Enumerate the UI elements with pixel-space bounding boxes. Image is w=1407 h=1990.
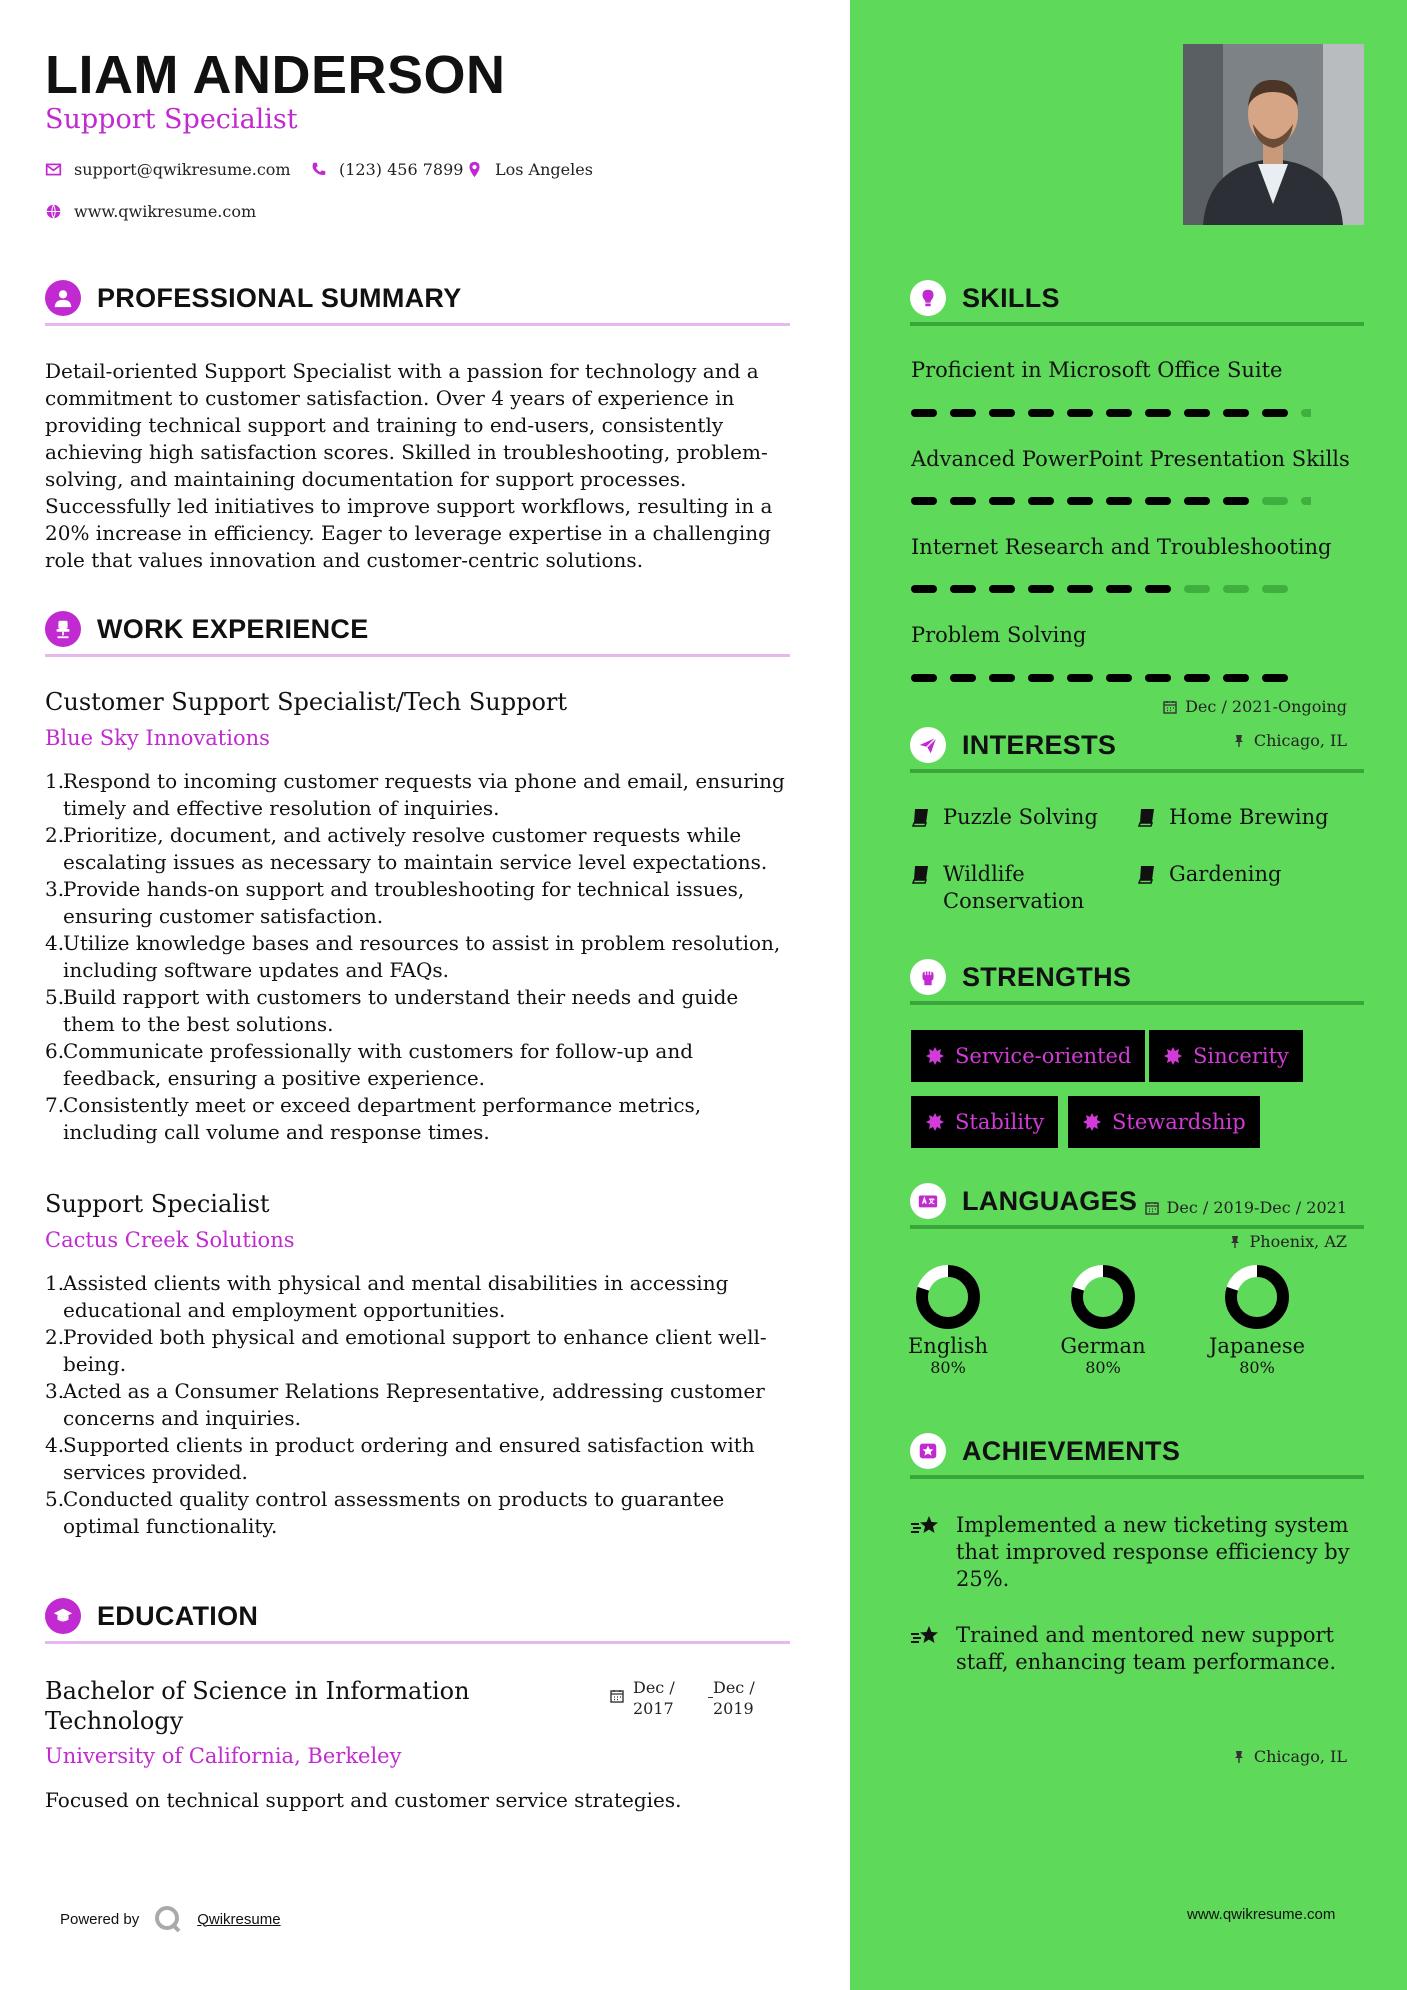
interest-label: Puzzle Solving xyxy=(943,805,1098,829)
badge-burst-icon xyxy=(1163,1046,1183,1066)
language-icon xyxy=(910,1183,946,1219)
strengths-heading-label: STRENGTHS xyxy=(962,962,1132,992)
skill-dash-filled xyxy=(1106,674,1132,682)
language-donut xyxy=(1224,1264,1290,1330)
language-percent: 80% xyxy=(930,1358,966,1377)
skill-dash-filled xyxy=(1184,674,1210,682)
job-dates-text: Dec / 2019-Dec / 2021 xyxy=(1166,1198,1347,1217)
skill-dash-filled xyxy=(1184,497,1210,505)
interest-label: Gardening xyxy=(1169,862,1282,886)
skill-dash-empty xyxy=(1301,497,1311,505)
edu-location xyxy=(1232,1747,1347,1766)
achievement-item xyxy=(910,1622,1350,1676)
language-donut xyxy=(1070,1264,1136,1330)
job-title: Support Specialist xyxy=(45,1190,270,1218)
envelope-icon xyxy=(45,161,62,178)
location-contact xyxy=(466,160,593,179)
strength-label: Sincerity xyxy=(1193,1044,1289,1068)
achievement-text: Implemented a new ticketing system that improved response efficiency by 25%. xyxy=(956,1513,1350,1591)
duty-item: Supported clients in product ordering and ensured satisfaction with services provided. xyxy=(63,1433,755,1484)
skill-dash-empty xyxy=(1262,585,1288,593)
pushpin-icon xyxy=(1232,1750,1246,1764)
graduation-icon xyxy=(45,1598,81,1634)
languages-heading-label: LANGUAGES xyxy=(962,1186,1138,1216)
company-name: Blue Sky Innovations xyxy=(45,726,270,750)
book-icon xyxy=(1137,807,1157,827)
skill-dash-filled xyxy=(1067,674,1093,682)
edu-start-line1: Dec / xyxy=(633,1678,675,1697)
skill-dash-filled xyxy=(1028,674,1054,682)
job-location xyxy=(1228,1232,1347,1251)
skill-dash-filled xyxy=(1028,409,1054,417)
skills-heading xyxy=(910,280,1364,326)
skill-level-bar xyxy=(911,584,1311,594)
strength-label: Stability xyxy=(955,1110,1045,1134)
map-pin-icon xyxy=(466,161,483,178)
degree-title: Bachelor of Science in Information Technology xyxy=(45,1677,470,1735)
star-badge-icon xyxy=(910,1433,946,1469)
school-name: University of California, Berkeley xyxy=(45,1744,402,1768)
skill-dash-filled xyxy=(1223,674,1249,682)
achievements-heading-label: ACHIEVEMENTS xyxy=(962,1436,1181,1466)
phone-icon xyxy=(310,161,327,178)
badge-burst-icon xyxy=(925,1046,945,1066)
strength-tag xyxy=(1068,1096,1260,1148)
strengths-heading xyxy=(910,959,1364,1005)
skill-name: Proficient in Microsoft Office Suite xyxy=(911,358,1283,382)
interests-heading xyxy=(910,727,1364,773)
book-icon xyxy=(911,864,931,884)
calendar-icon xyxy=(610,1689,624,1703)
skill-dash-filled xyxy=(1223,497,1249,505)
strength-tag xyxy=(1149,1030,1303,1082)
calendar-icon xyxy=(1163,700,1177,714)
website-text: www.qwikresume.com xyxy=(74,202,257,221)
skill-dash-filled xyxy=(1223,409,1249,417)
powered-by xyxy=(60,1904,281,1934)
skill-dash-filled xyxy=(1067,585,1093,593)
job-location-text: Phoenix, AZ xyxy=(1249,1232,1347,1251)
achievement-item xyxy=(910,1512,1350,1593)
education-heading-label: EDUCATION xyxy=(97,1601,259,1631)
skill-dash-filled xyxy=(1184,409,1210,417)
interest-label: Home Brewing xyxy=(1169,805,1329,829)
language-donut xyxy=(915,1264,981,1330)
strength-tag xyxy=(911,1030,1145,1082)
skill-dash-filled xyxy=(989,409,1015,417)
candidate-title: Support Specialist xyxy=(45,104,298,135)
duty-item: Provided both physical and emotional support to enhance client well-being. xyxy=(63,1325,767,1376)
skill-dash-filled xyxy=(989,674,1015,682)
language-item xyxy=(888,1264,1008,1377)
interest-item xyxy=(911,861,1091,915)
email-contact[interactable] xyxy=(45,160,291,179)
skill-name: Internet Research and Troubleshooting xyxy=(911,535,1332,559)
skill-dash-empty xyxy=(1223,585,1249,593)
language-name: German xyxy=(1060,1334,1146,1358)
strength-tag xyxy=(911,1096,1058,1148)
job-dates xyxy=(1163,697,1347,716)
duty-item: Prioritize, document, and actively resolve customer requests while escalating issues as necessary to maintain service level expectations. xyxy=(63,823,768,874)
skill-dash-empty xyxy=(1301,409,1311,417)
skill-name: Problem Solving xyxy=(911,623,1087,647)
edu-start-line2: 2017 xyxy=(633,1699,674,1718)
skill-dash-filled xyxy=(1145,409,1171,417)
experience-heading xyxy=(45,611,790,657)
education-heading xyxy=(45,1598,790,1644)
languages-heading xyxy=(910,1183,1364,1229)
skill-dash-filled xyxy=(950,585,976,593)
website-contact[interactable] xyxy=(45,202,256,221)
skill-dash-empty xyxy=(1184,585,1210,593)
edu-end-line1: Dec / xyxy=(713,1678,755,1697)
language-name: English xyxy=(907,1334,989,1358)
skill-dash-filled xyxy=(911,409,937,417)
edu-description: Focused on technical support and customer service strategies. xyxy=(45,1788,682,1812)
skill-dash-filled xyxy=(989,497,1015,505)
duty-item: Utilize knowledge bases and resources to assist in problem resolution, including software updates and FAQs. xyxy=(63,931,781,982)
candidate-name: LIAM ANDERSON xyxy=(45,45,506,105)
duty-item: Communicate professionally with customers for follow-up and feedback, ensuring a positive experience. xyxy=(63,1039,694,1090)
skill-dash-filled xyxy=(1145,674,1171,682)
skill-level-bar xyxy=(911,673,1311,683)
edu-end-line2: 2019 xyxy=(713,1699,754,1718)
interest-label: Wildlife Conservation xyxy=(943,862,1085,913)
qwikresume-link[interactable]: Qwikresume xyxy=(197,1910,281,1928)
summary-text: Detail-oriented Support Specialist with a passion for technology and a commitment to customer satisfaction. Over 4 years of experience in providing technical support and training to end-users, consistently achieving high satisfaction scores. Skilled in troubleshooting, problem-solving, and maintaining documentation for support processes. Successfully led initiatives to improve support workflows, resulting in a 20% increase in efficiency. Eager to leverage expertise in a challenging role that values innovation and customer-centric solutions. xyxy=(45,359,773,572)
duty-item: Conducted quality control assessments on products to guarantee optimal functionality. xyxy=(63,1487,725,1538)
edu-start-date xyxy=(633,1677,675,1719)
pushpin-icon xyxy=(1228,1235,1242,1249)
job-title: Customer Support Specialist/Tech Support xyxy=(45,688,568,716)
achievement-text: Trained and mentored new support staff, enhancing team performance. xyxy=(956,1623,1337,1674)
email-text: support@qwikresume.com xyxy=(74,160,291,179)
edu-end-date xyxy=(713,1677,755,1719)
skill-level-bar xyxy=(911,496,1311,506)
edu-location-text: Chicago, IL xyxy=(1253,1747,1347,1766)
interest-item xyxy=(1137,861,1281,888)
skill-dash-filled xyxy=(1145,585,1171,593)
globe-icon xyxy=(45,203,62,220)
language-item xyxy=(1043,1264,1163,1377)
job-duties xyxy=(45,1270,790,1540)
duty-item: Consistently meet or exceed department performance metrics, including call volume and response times. xyxy=(63,1093,702,1144)
duty-item: Acted as a Consumer Relations Representative, addressing customer concerns and inquiries. xyxy=(63,1379,765,1430)
skill-dash-filled xyxy=(1145,497,1171,505)
job-dates-text: Dec / 2021-Ongoing xyxy=(1185,697,1347,716)
footer-url[interactable]: www.qwikresume.com xyxy=(1187,1906,1336,1923)
skill-dash-filled xyxy=(911,674,937,682)
profile-photo xyxy=(1183,44,1364,225)
fist-icon xyxy=(910,959,946,995)
interest-item xyxy=(911,804,1098,831)
interests-heading-label: INTERESTS xyxy=(962,730,1117,760)
skill-dash-filled xyxy=(1262,674,1288,682)
skill-dash-filled xyxy=(989,585,1015,593)
skill-level-bar xyxy=(911,408,1311,418)
summary-heading xyxy=(45,280,790,326)
shooting-star-icon xyxy=(910,1624,942,1650)
badge-burst-icon xyxy=(925,1112,945,1132)
job-location-text: Chicago, IL xyxy=(1253,731,1347,750)
phone-contact[interactable] xyxy=(310,160,463,179)
duty-item: Assisted clients with physical and mental disabilities in accessing educational and employment opportunities. xyxy=(63,1271,729,1322)
achievements-heading xyxy=(910,1433,1364,1479)
user-icon xyxy=(45,280,81,316)
strength-label: Service-oriented xyxy=(955,1044,1132,1068)
powered-by-label: Powered by xyxy=(60,1910,140,1928)
book-icon xyxy=(911,807,931,827)
language-percent: 80% xyxy=(1085,1358,1121,1377)
skill-dash-filled xyxy=(1262,409,1288,417)
skill-dash-filled xyxy=(1106,497,1132,505)
experience-heading-label: WORK EXPERIENCE xyxy=(97,614,369,644)
summary-heading-label: PROFESSIONAL SUMMARY xyxy=(97,283,462,313)
company-name: Cactus Creek Solutions xyxy=(45,1228,295,1252)
strength-label: Stewardship xyxy=(1112,1110,1246,1134)
skill-name: Advanced PowerPoint Presentation Skills xyxy=(911,447,1350,471)
qwikresume-logo-icon xyxy=(153,1904,183,1934)
skill-dash-filled xyxy=(1106,409,1132,417)
location-text: Los Angeles xyxy=(495,160,593,179)
duty-item: Respond to incoming customer requests via phone and email, ensuring timely and effective resolution of inquiries. xyxy=(63,769,785,820)
skill-dash-filled xyxy=(911,585,937,593)
office-chair-icon xyxy=(45,611,81,647)
book-icon xyxy=(1137,864,1157,884)
skill-dash-filled xyxy=(1028,585,1054,593)
skill-dash-filled xyxy=(950,497,976,505)
badge-burst-icon xyxy=(1082,1112,1102,1132)
lightbulb-icon xyxy=(910,280,946,316)
skill-dash-filled xyxy=(1067,497,1093,505)
skill-dash-filled xyxy=(911,497,937,505)
skill-dash-filled xyxy=(950,674,976,682)
language-item xyxy=(1197,1264,1317,1377)
shooting-star-icon xyxy=(910,1514,942,1540)
job-duties xyxy=(45,768,790,1146)
phone-text: (123) 456 7899 xyxy=(339,160,464,179)
skill-dash-filled xyxy=(1106,585,1132,593)
paper-plane-icon xyxy=(910,727,946,763)
skill-dash-filled xyxy=(950,409,976,417)
language-percent: 80% xyxy=(1239,1358,1275,1377)
duty-item: Provide hands-on support and troubleshooting for technical issues, ensuring customer satisfaction. xyxy=(63,877,745,928)
language-name: Japanese xyxy=(1208,1334,1306,1358)
skill-dash-filled xyxy=(1028,497,1054,505)
skill-dash-filled xyxy=(1067,409,1093,417)
interest-item xyxy=(1137,804,1329,831)
skill-dash-empty xyxy=(1262,497,1288,505)
duty-item: Build rapport with customers to understand their needs and guide them to the best solutions. xyxy=(63,985,739,1036)
skills-heading-label: SKILLS xyxy=(962,283,1060,313)
